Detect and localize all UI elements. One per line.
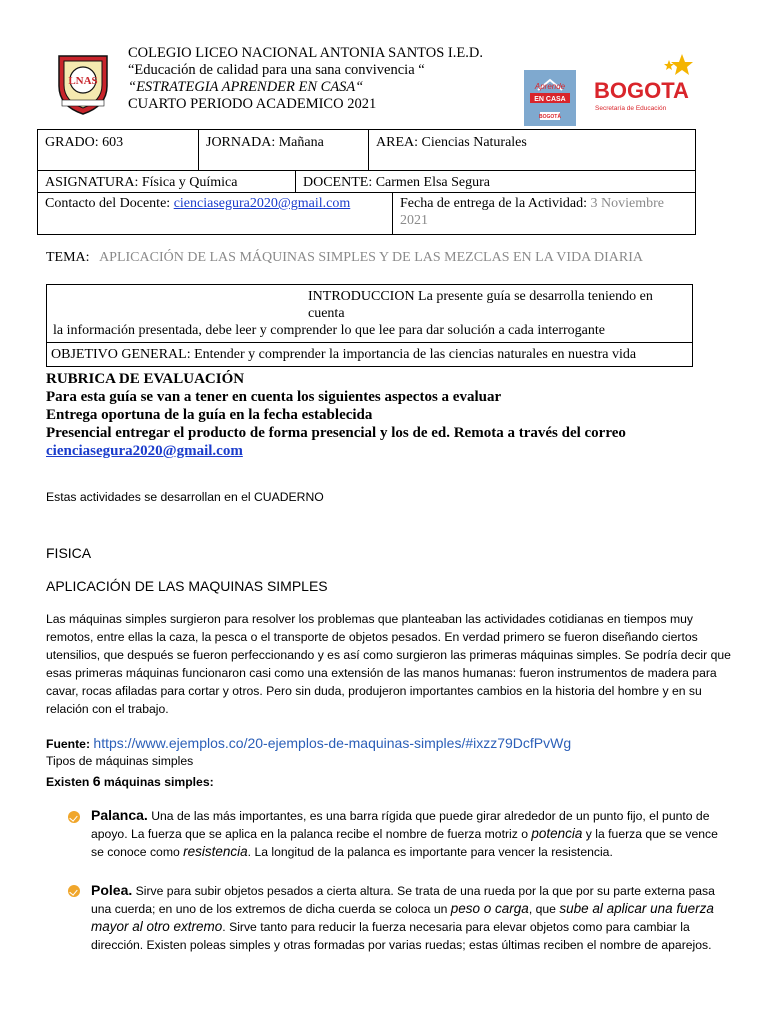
tema-value: APLICACIÓN DE LAS MÁQUINAS SIMPLES Y DE LAS MEZCLAS EN LA VIDA DIARIA xyxy=(99,250,644,265)
svg-text:EN CASA: EN CASA xyxy=(534,96,566,103)
fecha-label: Fecha de entrega de la Actividad: xyxy=(400,196,591,211)
strategy-title: “ESTRATEGIA APRENDER EN CASA“ xyxy=(128,79,364,95)
contacto-cell xyxy=(38,193,392,234)
rubrica-block xyxy=(46,370,746,460)
cuaderno-note: Estas actividades se desarrollan en el CUADERNO xyxy=(46,490,324,504)
introduction-box xyxy=(46,284,693,367)
aprende-en-casa-logo xyxy=(524,70,576,126)
introduction-line-1: INTRODUCCION La presente guía se desarrolla teniendo en cuenta xyxy=(308,289,653,321)
school-name: COLEGIO LICEO NACIONAL ANTONIA SANTOS I.E.D. xyxy=(128,45,483,61)
palanca-title: Palanca. xyxy=(91,807,148,823)
period-title: CUARTO PERIODO ACADEMICO 2021 xyxy=(128,96,377,112)
docente-cell: DOCENTE: Carmen Elsa Segura xyxy=(295,171,695,192)
tema-label: TEMA: xyxy=(46,250,90,265)
tema-line xyxy=(46,250,643,266)
area-cell: AREA: Ciencias Naturales xyxy=(368,130,695,170)
contacto-email-link[interactable]: cienciasegura2020@gmail.com xyxy=(173,196,351,211)
jornada-cell: JORNADA: Mañana xyxy=(198,130,368,170)
fisica-heading: FISICA xyxy=(46,545,92,561)
existen-line: Existen 6 máquinas simples: xyxy=(46,773,214,789)
svg-text:BOGOTÁ: BOGOTÁ xyxy=(539,114,561,120)
palanca-item: Palanca. Una de las más importantes, es una barra rígida que puede girar alrededor de un punto fijo, el punto de apoyo. La fuerza que se aplica en la palanca recibe el nombre de fuerza motriz o potencia y la fuerza que se vence se conoce como resistencia. La longitud de la palanca es importante para vencer la resistencia. xyxy=(91,807,718,859)
secretaria-text: Secretaría de Educación xyxy=(595,105,667,112)
info-table xyxy=(37,129,696,235)
crest-letters: LNAS xyxy=(68,75,98,87)
intro-paragraph: Las máquinas simples surgieron para resolver los problemas que planteaban las actividades cotidianas en tiempos muy remotos, entre ellas la caza, la pesca o el transporte de objetos pesados. En verdad primero se fueron diseñando ciertos utensilios, que después se fueron perfeccionando y es así como surgieron las primeras máquinas simples. Se podría decir que esas primeras máquinas funcionaron casi como una extensión de las manos humanas: fueron instrumentos de madera para cavar, rocas afiladas para cortar y otros. Pero sin duda, produjeron importantes cambios en la historia del hombre y en su relación con el trabajo. xyxy=(46,612,731,716)
introduction-section xyxy=(47,285,692,343)
section-subtitle: APLICACIÓN DE LAS MAQUINAS SIMPLES xyxy=(46,578,328,594)
fecha-value: 3 Noviembre 2021 xyxy=(400,196,664,228)
school-motto: “Educación de calidad para una sana convivencia “ xyxy=(128,62,425,78)
fecha-cell xyxy=(392,193,695,234)
rubrica-title: RUBRICA DE EVALUACIÓN xyxy=(46,371,245,387)
rubrica-line-2: Entrega oportuna de la guía en la fecha establecida xyxy=(46,407,373,423)
info-row-1 xyxy=(38,130,695,171)
info-row-3 xyxy=(38,193,695,234)
polea-item: Polea. Sirve para subir objetos pesados a cierta altura. Se trata de una rueda por la que por su parte externa pasa una cuerda; en uno de los extremos de dicha cuerda se coloca un peso o carga, que sube al aplicar una fuerza mayor al otro extremo. Sirve tanto para reducir la fuerza necesaria para elevar objetos como para cambiar la dirección. Existen poleas simples y otras formadas por varias ruedas; estas últimas reciben el nombre de aparejos. xyxy=(91,882,715,952)
polea-title: Polea. xyxy=(91,882,133,898)
tipos-heading: Tipos de máquinas simples xyxy=(46,754,194,768)
rubrica-email-link[interactable]: cienciasegura2020@gmail.com xyxy=(46,443,243,459)
svg-text:Aprende: Aprende xyxy=(534,82,566,91)
rubrica-line-3: Presencial entregar el producto de forma presencial y los de ed. Remota a través del correo xyxy=(46,425,626,441)
info-row-2 xyxy=(38,171,695,193)
asignatura-cell: ASIGNATURA: Física y Química xyxy=(45,175,238,190)
rubrica-line-1: Para esta guía se van a tener en cuenta los siguientes aspectos a evaluar xyxy=(46,389,502,405)
check-icon xyxy=(68,885,80,897)
source-label: Fuente: xyxy=(46,737,94,751)
header-block xyxy=(128,45,483,113)
grado-cell: GRADO: 603 xyxy=(45,135,124,150)
bogota-logo xyxy=(594,52,706,114)
check-icon xyxy=(68,811,80,823)
bogota-word: BOGOTA xyxy=(594,78,689,103)
source-link[interactable]: https://www.ejemplos.co/20-ejemplos-de-maquinas-simples/#ixzz79DcfPvWg xyxy=(93,735,572,751)
introduction-line-2: la información presentada, debe leer y comprender lo que lee para dar solución a cada interrogante xyxy=(53,323,605,338)
objective-general: OBJETIVO GENERAL: Entender y comprender la importancia de las ciencias naturales en nuestra vida xyxy=(51,347,637,362)
source-line xyxy=(46,734,571,753)
school-crest-logo xyxy=(54,52,112,116)
contacto-label: Contacto del Docente: xyxy=(45,196,174,211)
